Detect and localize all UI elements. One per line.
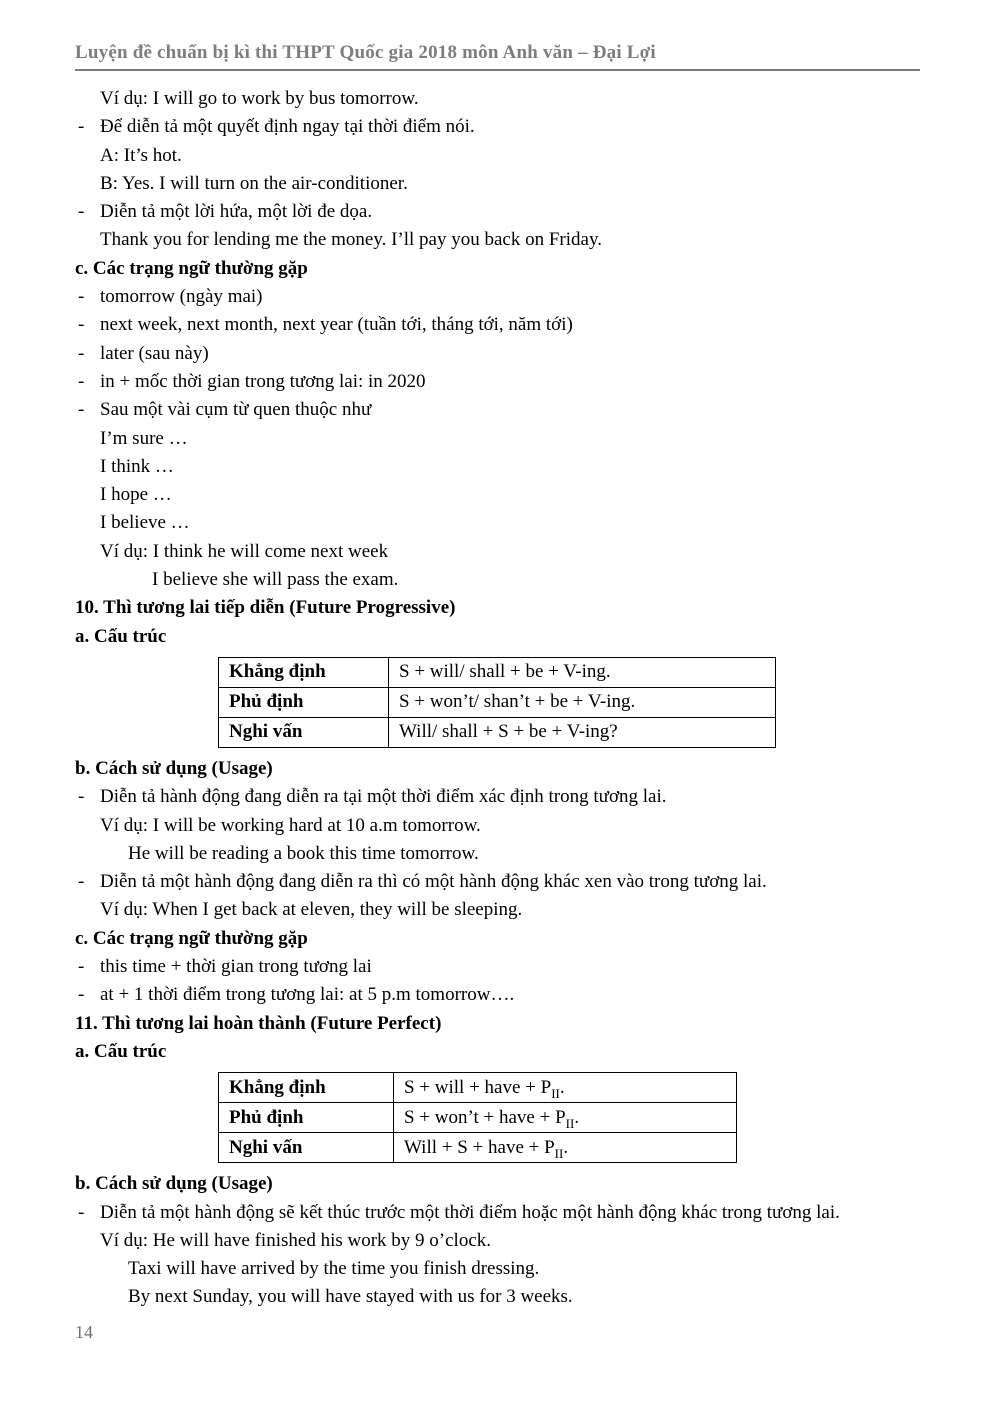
list-dash: - <box>78 201 85 223</box>
line-text: Ví dụ: I will be working hard at 10 a.m tomorrow. <box>100 814 481 836</box>
subscript-text: II <box>565 1115 575 1131</box>
heading-line <box>75 623 920 651</box>
line-text: I think … <box>100 455 174 477</box>
text-line <box>75 283 920 311</box>
heading-line <box>75 255 920 283</box>
list-dash: - <box>78 314 85 336</box>
page-footer <box>75 1322 93 1343</box>
subscript-text: II <box>551 1085 560 1101</box>
line-text: in + mốc thời gian trong tương lai: in 2020 <box>100 370 426 392</box>
line-text: 11. Thì tương lai hoàn thành (Future Perfect) <box>75 1012 442 1034</box>
list-dash: - <box>78 1201 85 1223</box>
text-line <box>75 396 920 424</box>
line-text: By next Sunday, you will have stayed with us for 3 weeks. <box>128 1286 573 1308</box>
heading-line <box>75 594 920 622</box>
line-text: A: It’s hot. <box>100 144 182 166</box>
table-label-cell: Khẳng định <box>219 1073 394 1103</box>
table-label-cell: Nghi vấn <box>219 1133 394 1163</box>
heading-line <box>75 1010 920 1038</box>
text-line <box>75 425 920 453</box>
list-dash: - <box>78 786 85 808</box>
text-line <box>75 509 920 537</box>
text-line <box>75 953 920 981</box>
line-text: Diễn tả một hành động đang diễn ra thì có một hành động khác xen vào trong tương lai. <box>100 871 767 893</box>
list-dash: - <box>78 399 85 421</box>
text-line <box>75 1283 920 1311</box>
page-number: 14 <box>75 1322 93 1342</box>
line-text: Để diễn tả một quyết định ngay tại thời điểm nói. <box>100 116 475 138</box>
list-dash: - <box>78 871 85 893</box>
line-text: b. Cách sử dụng (Usage) <box>75 1173 273 1195</box>
line-text: Taxi will have arrived by the time you finish dressing. <box>128 1258 540 1280</box>
text-line <box>75 896 920 924</box>
page-header <box>75 42 920 71</box>
table-formula-cell: Will/ shall + S + be + V-ing? <box>389 717 776 747</box>
line-text: a. Cấu trúc <box>75 1040 167 1062</box>
table-formula-cell: S + will/ shall + be + V-ing. <box>389 657 776 687</box>
heading-line <box>75 925 920 953</box>
line-text: tomorrow (ngày mai) <box>100 286 263 308</box>
table-label-cell: Nghi vấn <box>219 717 389 747</box>
line-text: at + 1 thời điểm trong tương lai: at 5 p.m tomorrow…. <box>100 984 515 1006</box>
line-text: a. Cấu trúc <box>75 625 167 647</box>
line-text: b. Cách sử dụng (Usage) <box>75 757 273 779</box>
heading-line <box>75 1038 920 1066</box>
text-line <box>75 481 920 509</box>
line-text: B: Yes. I will turn on the air-conditioner. <box>100 172 408 194</box>
text-line <box>75 981 920 1009</box>
text-line <box>75 566 920 594</box>
line-text: He will be reading a book this time tomorrow. <box>128 842 479 864</box>
text-line <box>75 783 920 811</box>
line-text: Diễn tả một lời hứa, một lời đe dọa. <box>100 201 373 223</box>
tense-structure-table <box>218 657 776 748</box>
text-line <box>75 538 920 566</box>
text-line <box>75 198 920 226</box>
table-label-cell: Khẳng định <box>219 657 389 687</box>
table-formula-cell: S + won’t/ shan’t + be + V-ing. <box>389 687 776 717</box>
line-text: I believe … <box>100 512 190 534</box>
table-row <box>219 717 776 747</box>
line-text: 10. Thì tương lai tiếp diễn (Future Progressive) <box>75 597 456 619</box>
text-line <box>75 453 920 481</box>
text-line <box>75 85 920 113</box>
heading-line <box>75 1170 920 1198</box>
line-text: Sau một vài cụm từ quen thuộc như <box>100 399 372 421</box>
document-content <box>75 85 920 1312</box>
table-row <box>219 1133 737 1163</box>
line-text: I hope … <box>100 484 172 506</box>
line-text: Diễn tả hành động đang diễn ra tại một thời điểm xác định trong tương lai. <box>100 786 667 808</box>
line-text: I’m sure … <box>100 427 188 449</box>
text-line <box>75 840 920 868</box>
table-label-cell: Phủ định <box>219 1103 394 1133</box>
table-row <box>219 657 776 687</box>
line-text: Ví dụ: I think he will come next week <box>100 540 389 562</box>
header-title: Luyện đề chuẩn bị kì thi THPT Quốc gia 2018 môn Anh văn – Đại Lợi <box>75 42 656 63</box>
line-text: Diễn tả một hành động sẽ kết thúc trước một thời điểm hoặc một hành động khác trong tương lai. <box>100 1201 840 1223</box>
line-text: c. Các trạng ngữ thường gặp <box>75 927 308 949</box>
list-dash: - <box>78 116 85 138</box>
line-text: later (sau này) <box>100 342 209 364</box>
table-row <box>219 687 776 717</box>
text-line <box>75 1199 920 1227</box>
list-dash: - <box>78 286 85 308</box>
table-formula-cell: Will + S + have + $P_{II}$. <box>394 1133 737 1163</box>
list-dash: - <box>78 984 85 1006</box>
table-row <box>219 1073 737 1103</box>
line-text: Thank you for lending me the money. I’ll pay you back on Friday. <box>100 229 602 251</box>
line-text: c. Các trạng ngữ thường gặp <box>75 257 308 279</box>
text-line <box>75 368 920 396</box>
heading-line <box>75 755 920 783</box>
text-line <box>75 113 920 141</box>
tense-structure-table <box>218 1072 737 1163</box>
table-formula-cell: S + won’t + have + $P_{II}$. <box>394 1103 737 1133</box>
table-label-cell: Phủ định <box>219 687 389 717</box>
line-text: Ví dụ: He will have finished his work by 9 o’clock. <box>100 1229 492 1251</box>
line-text: this time + thời gian trong tương lai <box>100 956 372 978</box>
text-line <box>75 226 920 254</box>
subscript-text: II <box>554 1145 564 1161</box>
line-text: Ví dụ: When I get back at eleven, they will be sleeping. <box>100 899 523 921</box>
list-dash: - <box>78 956 85 978</box>
text-line <box>75 311 920 339</box>
text-line <box>75 170 920 198</box>
list-dash: - <box>78 342 85 364</box>
line-text: I believe she will pass the exam. <box>152 569 399 591</box>
list-dash: - <box>78 370 85 392</box>
line-text: Ví dụ: I will go to work by bus tomorrow. <box>100 88 419 109</box>
text-line <box>75 812 920 840</box>
text-line <box>75 1227 920 1255</box>
text-line <box>75 1255 920 1283</box>
table-row <box>219 1103 737 1133</box>
line-text: next week, next month, next year (tuần tới, tháng tới, năm tới) <box>100 314 573 336</box>
text-line <box>75 868 920 896</box>
text-line <box>75 340 920 368</box>
text-line <box>75 142 920 170</box>
table-formula-cell: S + will + have + $P_{II}$. <box>394 1073 737 1103</box>
